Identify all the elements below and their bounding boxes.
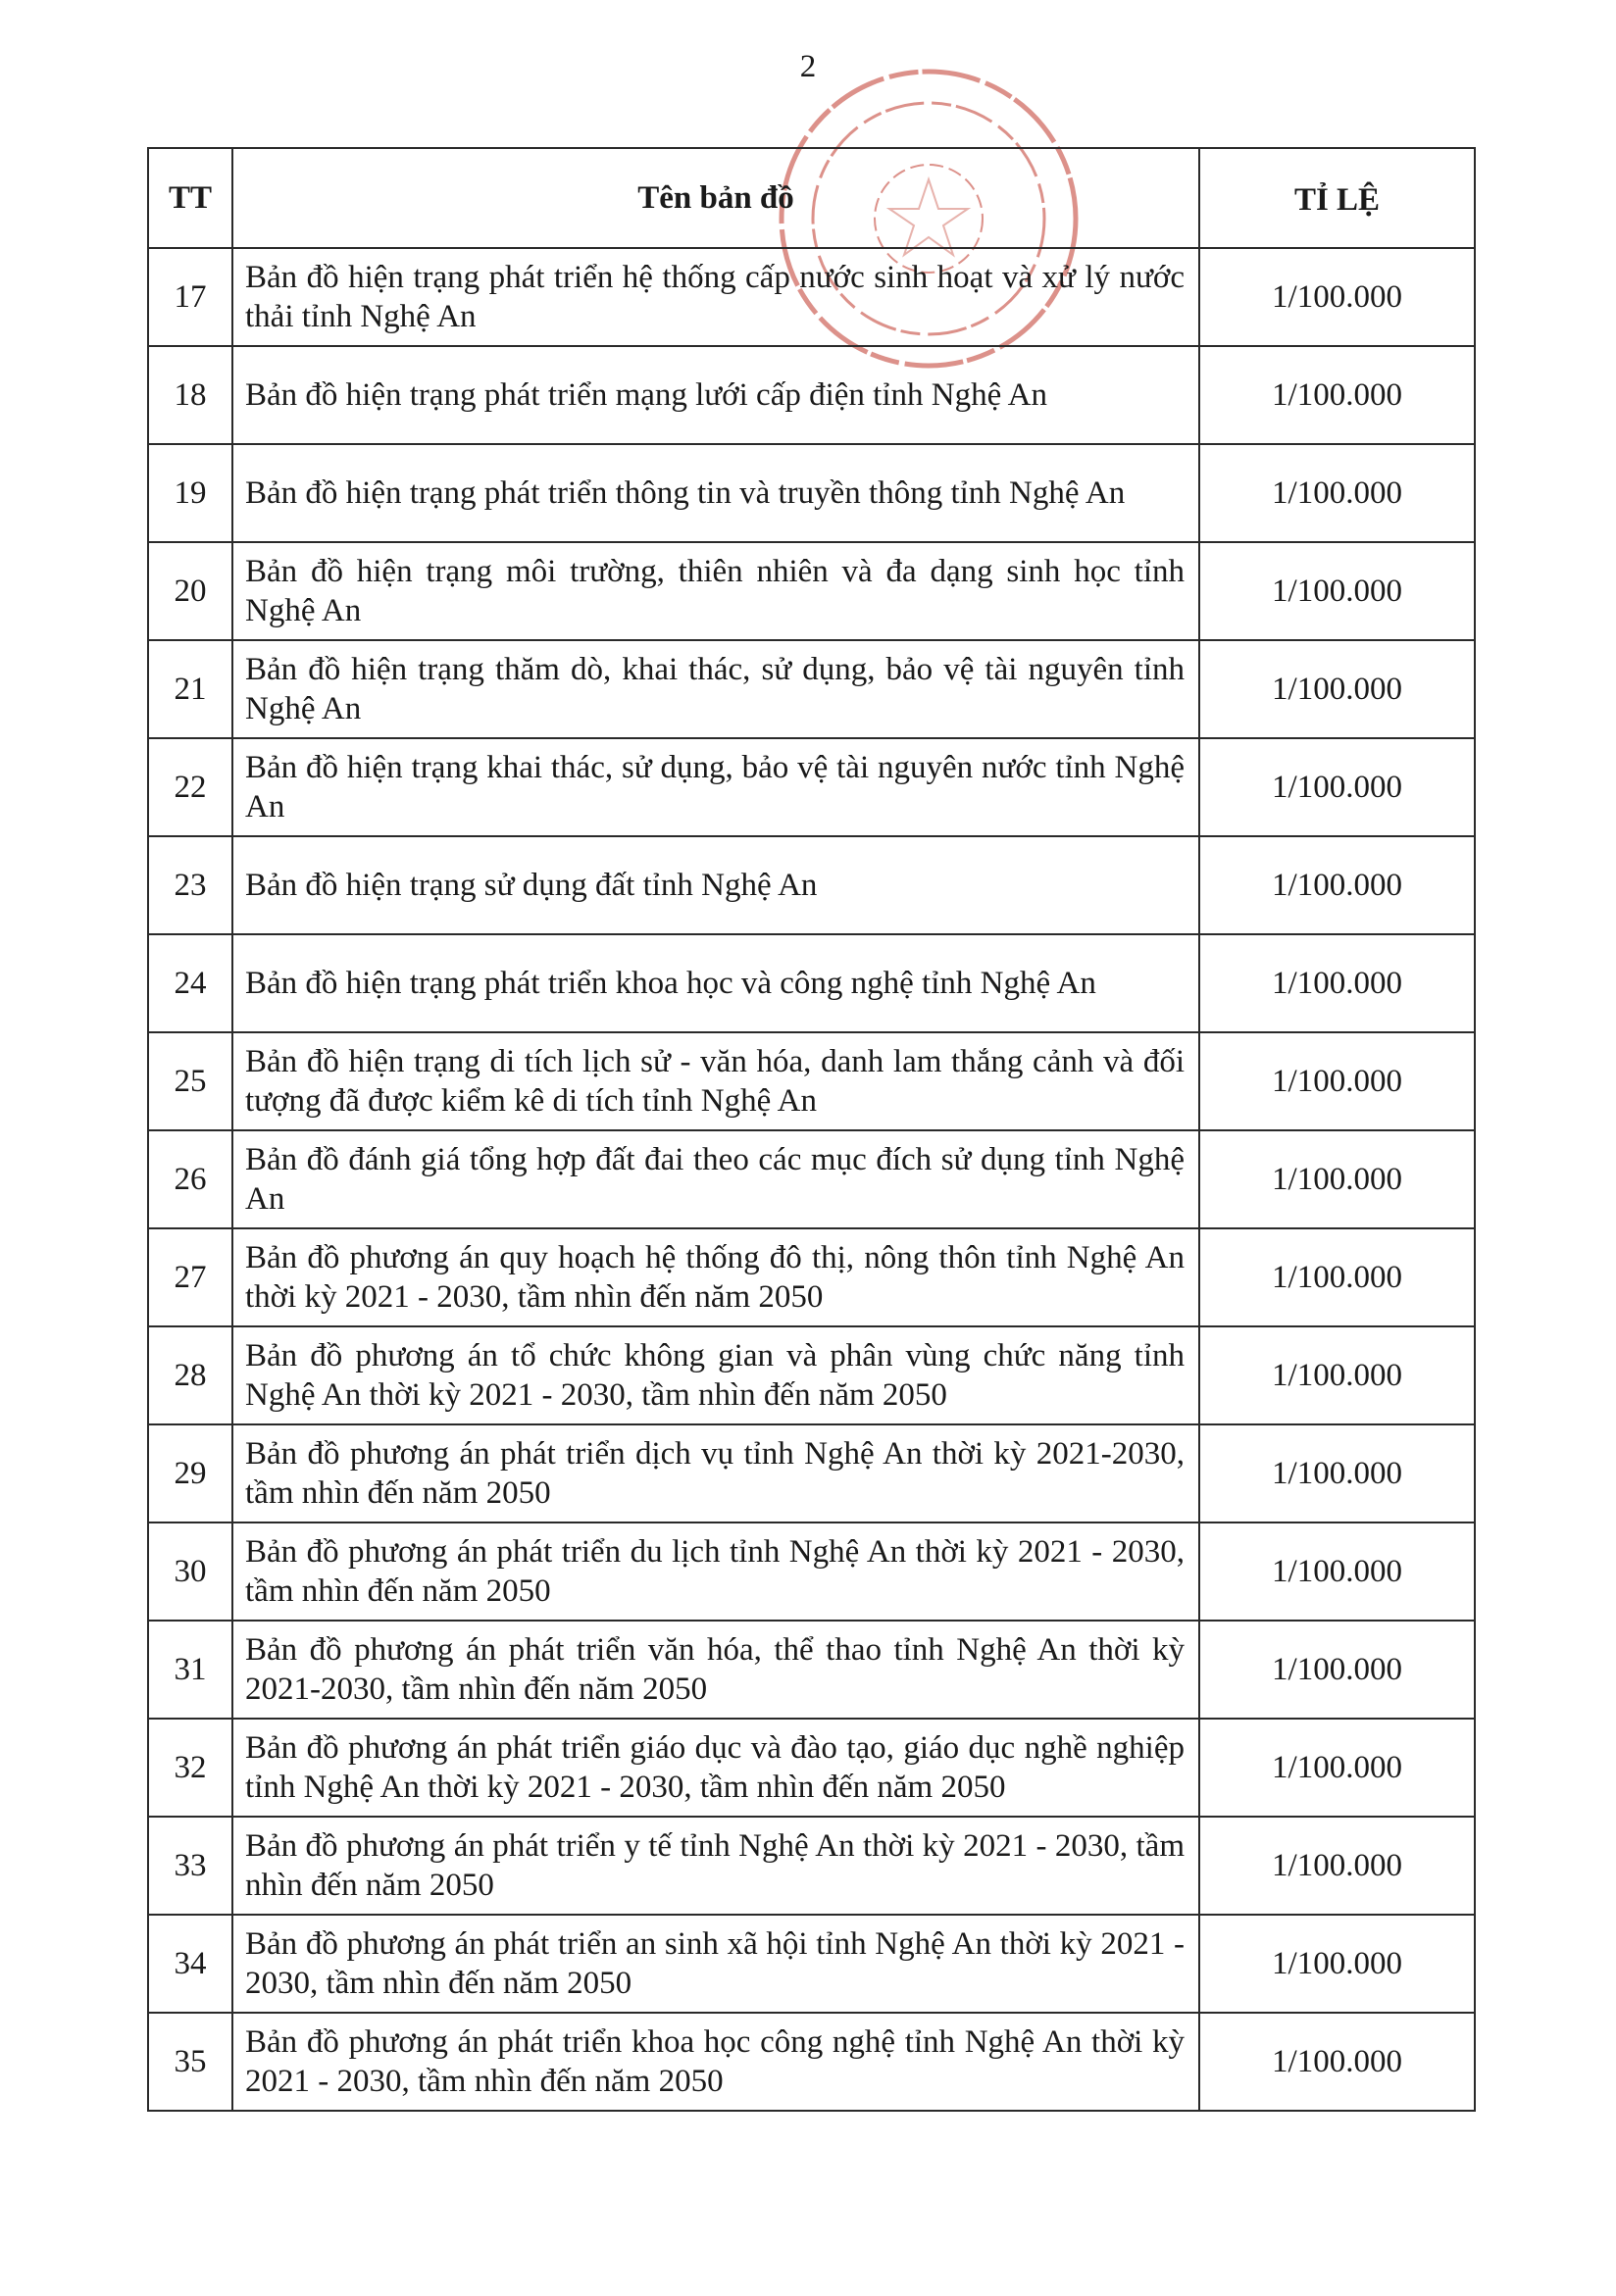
map-scale: 1/100.000 <box>1199 2013 1475 2111</box>
row-number: 30 <box>148 1522 232 1621</box>
table-row <box>148 1817 1475 1915</box>
map-name: Bản đồ phương án phát triển văn hóa, thể thao tỉnh Nghệ An thời kỳ 2021-2030, tầm nhìn đến năm 2050 <box>232 1621 1199 1719</box>
map-scale: 1/100.000 <box>1199 444 1475 542</box>
table-row <box>148 1130 1475 1228</box>
row-number: 26 <box>148 1130 232 1228</box>
map-scale: 1/100.000 <box>1199 1032 1475 1130</box>
map-scale: 1/100.000 <box>1199 1522 1475 1621</box>
map-name: Bản đồ hiện trạng phát triển hệ thống cấp nước sinh hoạt và xử lý nước thải tỉnh Nghệ An <box>232 248 1199 346</box>
table-row <box>148 1621 1475 1719</box>
map-scale: 1/100.000 <box>1199 738 1475 836</box>
table-row <box>148 542 1475 640</box>
map-name: Bản đồ hiện trạng phát triển khoa học và công nghệ tỉnh Nghệ An <box>232 934 1199 1032</box>
row-number: 23 <box>148 836 232 934</box>
map-scale: 1/100.000 <box>1199 542 1475 640</box>
row-number: 29 <box>148 1424 232 1522</box>
row-number: 33 <box>148 1817 232 1915</box>
table-row <box>148 248 1475 346</box>
table-row <box>148 934 1475 1032</box>
map-scale: 1/100.000 <box>1199 640 1475 738</box>
map-scale: 1/100.000 <box>1199 346 1475 444</box>
table-row <box>148 346 1475 444</box>
map-list-table <box>147 147 1476 2112</box>
map-name: Bản đồ đánh giá tổng hợp đất đai theo các mục đích sử dụng tỉnh Nghệ An <box>232 1130 1199 1228</box>
row-number: 21 <box>148 640 232 738</box>
table-row <box>148 2013 1475 2111</box>
map-scale: 1/100.000 <box>1199 934 1475 1032</box>
map-name: Bản đồ hiện trạng môi trường, thiên nhiên và đa dạng sinh học tỉnh Nghệ An <box>232 542 1199 640</box>
table-row <box>148 1424 1475 1522</box>
map-scale: 1/100.000 <box>1199 1621 1475 1719</box>
row-number: 19 <box>148 444 232 542</box>
row-number: 20 <box>148 542 232 640</box>
map-name: Bản đồ phương án phát triển giáo dục và đào tạo, giáo dục nghề nghiệp tỉnh Nghệ An thời kỳ 2021 - 2030, tầm nhìn đến năm 2050 <box>232 1719 1199 1817</box>
map-name: Bản đồ phương án tổ chức không gian và phân vùng chức năng tỉnh Nghệ An thời kỳ 2021 - 2030, tầm nhìn đến năm 2050 <box>232 1326 1199 1424</box>
map-scale: 1/100.000 <box>1199 1719 1475 1817</box>
table-row <box>148 1522 1475 1621</box>
table-row <box>148 738 1475 836</box>
row-number: 28 <box>148 1326 232 1424</box>
header-map-name: Tên bản đồ <box>232 148 1199 248</box>
map-name: Bản đồ hiện trạng khai thác, sử dụng, bảo vệ tài nguyên nước tỉnh Nghệ An <box>232 738 1199 836</box>
map-scale: 1/100.000 <box>1199 1228 1475 1326</box>
map-name: Bản đồ phương án phát triển dịch vụ tỉnh Nghệ An thời kỳ 2021-2030, tầm nhìn đến năm 2050 <box>232 1424 1199 1522</box>
map-name: Bản đồ hiện trạng di tích lịch sử - văn hóa, danh lam thắng cảnh và đối tượng đã được kiểm kê di tích tỉnh Nghệ An <box>232 1032 1199 1130</box>
table-row <box>148 1915 1475 2013</box>
map-name: Bản đồ hiện trạng phát triển mạng lưới cấp điện tỉnh Nghệ An <box>232 346 1199 444</box>
row-number: 24 <box>148 934 232 1032</box>
table-row <box>148 836 1475 934</box>
table-row <box>148 1719 1475 1817</box>
map-name: Bản đồ phương án phát triển an sinh xã hội tỉnh Nghệ An thời kỳ 2021 - 2030, tầm nhìn đến năm 2050 <box>232 1915 1199 2013</box>
map-name: Bản đồ hiện trạng thăm dò, khai thác, sử dụng, bảo vệ tài nguyên tỉnh Nghệ An <box>232 640 1199 738</box>
map-name: Bản đồ hiện trạng sử dụng đất tỉnh Nghệ An <box>232 836 1199 934</box>
row-number: 34 <box>148 1915 232 2013</box>
map-scale: 1/100.000 <box>1199 1915 1475 2013</box>
table-row <box>148 444 1475 542</box>
table-row <box>148 1228 1475 1326</box>
page-number: 2 <box>799 49 817 84</box>
row-number: 35 <box>148 2013 232 2111</box>
header-tt: TT <box>148 148 232 248</box>
table-row <box>148 1032 1475 1130</box>
table-header-row <box>148 148 1475 248</box>
row-number: 32 <box>148 1719 232 1817</box>
row-number: 31 <box>148 1621 232 1719</box>
map-scale: 1/100.000 <box>1199 1326 1475 1424</box>
header-scale: TỈ LỆ <box>1199 148 1475 248</box>
row-number: 27 <box>148 1228 232 1326</box>
map-name: Bản đồ phương án phát triển du lịch tỉnh Nghệ An thời kỳ 2021 - 2030, tầm nhìn đến năm 2050 <box>232 1522 1199 1621</box>
map-name: Bản đồ hiện trạng phát triển thông tin và truyền thông tỉnh Nghệ An <box>232 444 1199 542</box>
map-scale: 1/100.000 <box>1199 836 1475 934</box>
table-row <box>148 640 1475 738</box>
map-scale: 1/100.000 <box>1199 248 1475 346</box>
row-number: 17 <box>148 248 232 346</box>
map-name: Bản đồ phương án phát triển y tế tỉnh Nghệ An thời kỳ 2021 - 2030, tầm nhìn đến năm 2050 <box>232 1817 1199 1915</box>
row-number: 22 <box>148 738 232 836</box>
row-number: 18 <box>148 346 232 444</box>
table-row <box>148 1326 1475 1424</box>
map-scale: 1/100.000 <box>1199 1817 1475 1915</box>
row-number: 25 <box>148 1032 232 1130</box>
map-scale: 1/100.000 <box>1199 1424 1475 1522</box>
map-name: Bản đồ phương án phát triển khoa học công nghệ tỉnh Nghệ An thời kỳ 2021 - 2030, tầm nhìn đến năm 2050 <box>232 2013 1199 2111</box>
map-name: Bản đồ phương án quy hoạch hệ thống đô thị, nông thôn tỉnh Nghệ An thời kỳ 2021 - 2030, tầm nhìn đến năm 2050 <box>232 1228 1199 1326</box>
map-scale: 1/100.000 <box>1199 1130 1475 1228</box>
